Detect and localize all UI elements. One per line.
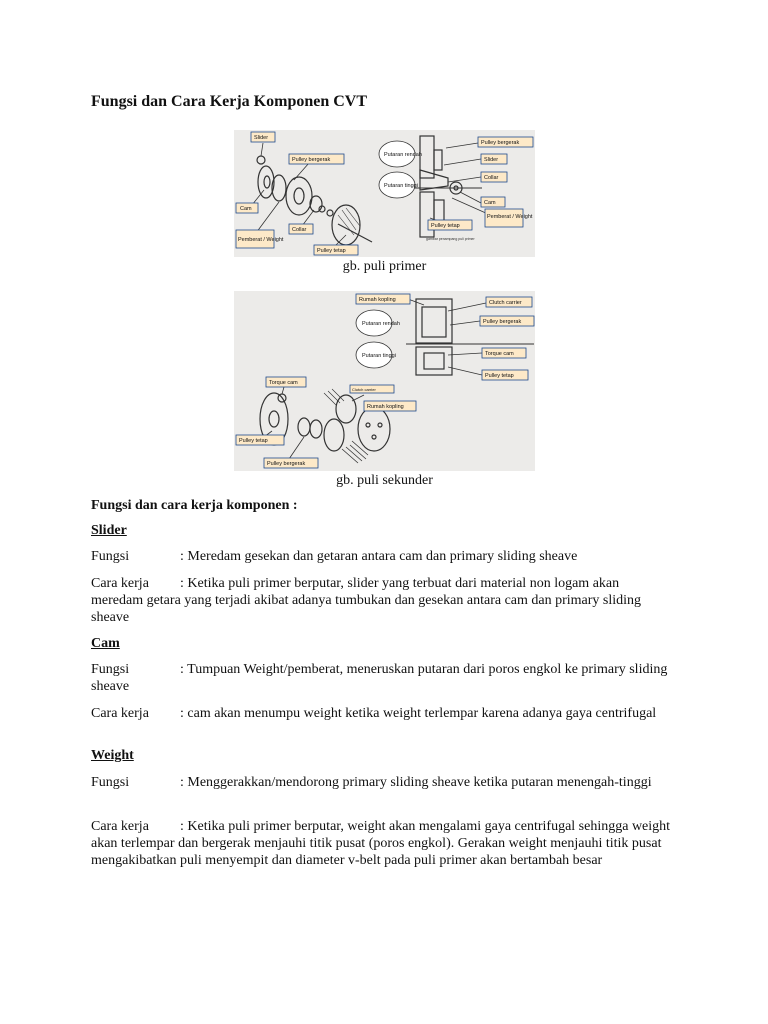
weight-fungsi-label: Fungsi [91,775,130,790]
puli-sekunder-diagram [234,291,535,471]
label-pemberat-left: Pemberat / Weight [238,237,284,243]
label-pulley-tetap-left: Pulley tetap [317,248,346,254]
weight-cara-label: Cara kerja [91,819,149,834]
label-torque-cam-right: Torque cam [485,351,514,357]
label-cam-right: Cam [484,200,496,206]
cam-fungsi-text: : Tumpuan Weight/pemberat, meneruskan putaran dari poros engkol ke primary sliding sheave [91,662,668,694]
label-pulley-bergerak-left: Pulley bergerak [292,157,331,163]
label-clutch-carrier-small: Clutch carrier [352,387,376,392]
label-pemberat-right: Pemberat / Weight [487,214,533,220]
label-pulley-bergerak-right: Pulley bergerak [481,140,520,146]
puli-primer-diagram [234,130,535,257]
figure-puli-primer [234,130,535,257]
cam-cara-text: : cam akan menumpu weight ketika weight terlempar karena adanya gaya centrifugal [180,706,657,721]
label-putaran-rendah: Putaran rendah [384,152,422,158]
label-slider-right: Slider [484,157,499,163]
label-torque-cam-left: Torque cam [269,380,298,386]
label-pulley-tetap-right-2: Pulley tetap [485,373,514,379]
slider-cara-text: : Ketika puli primer berputar, slider yang terbuat dari material non logam akan meredam getara yang terjadi akibat adanya tumbukan dan gesekan antara cam dan primary sliding sheave [91,576,642,625]
section-subtitle: Fungsi dan cara kerja komponen : [91,498,298,513]
label-collar-left: Collar [292,227,307,233]
weight-fungsi [91,774,671,791]
slider-fungsi-label: Fungsi [91,549,130,564]
label-pulley-bergerak-left-2: Pulley bergerak [267,461,306,467]
label-putaran-tinggi-2: Putaran tinggi [362,353,396,359]
label-rumah-kopling-top: Rumah kopling [359,297,396,303]
cam-cara-label: Cara kerja [91,706,149,721]
label-small-note: gambar penampang puli primer [426,237,475,241]
heading-slider: Slider [91,523,127,538]
figure-caption-sekunder: gb. puli sekunder [336,473,433,488]
cam-fungsi-label: Fungsi [91,662,130,677]
label-pulley-tetap-left-2: Pulley tetap [239,438,268,444]
label-putaran-rendah-2: Putaran rendah [362,321,400,327]
cam-fungsi [91,661,671,695]
slider-cara-kerja [91,575,671,626]
label-pulley-bergerak-right-2: Pulley bergerak [483,319,522,325]
weight-cara-kerja [91,818,671,869]
slider-fungsi-text: : Meredam gesekan dan getaran antara cam dan primary sliding sheave [180,549,578,564]
label-putaran-tinggi: Putaran tinggi [384,183,418,189]
heading-cam: Cam [91,636,120,651]
cam-cara-kerja [91,705,671,722]
slider-fungsi [91,548,671,565]
label-cam-left: Cam [240,206,252,212]
label-slider-left: Slider [254,135,269,141]
heading-weight: Weight [91,748,134,763]
figure-caption-primer: gb. puli primer [342,259,427,274]
figure-puli-sekunder [234,291,535,471]
label-pulley-tetap-right: Pulley tetap [431,223,460,229]
label-collar-right: Collar [484,175,499,181]
weight-cara-text: : Ketika puli primer berputar, weight akan mengalami gaya centrifugal sehingga weight akan terlempar dan bergerak menjauhi titik pusat (poros engkol). Gerakan weight menjauhi titik pusat mengakibatkan puli menyempit dan diameter v-belt pada puli primer akan bertambah besar [91,819,671,868]
weight-fungsi-text: : Menggerakkan/mendorong primary sliding sheave ketika putaran menengah-tinggi [180,775,652,790]
label-clutch-carrier: Clutch carrier [489,300,522,306]
slider-cara-label: Cara kerja [91,576,149,591]
label-rumah-kopling-mid: Rumah kopling [367,404,404,410]
page-title: Fungsi dan Cara Kerja Komponen CVT [91,93,368,110]
